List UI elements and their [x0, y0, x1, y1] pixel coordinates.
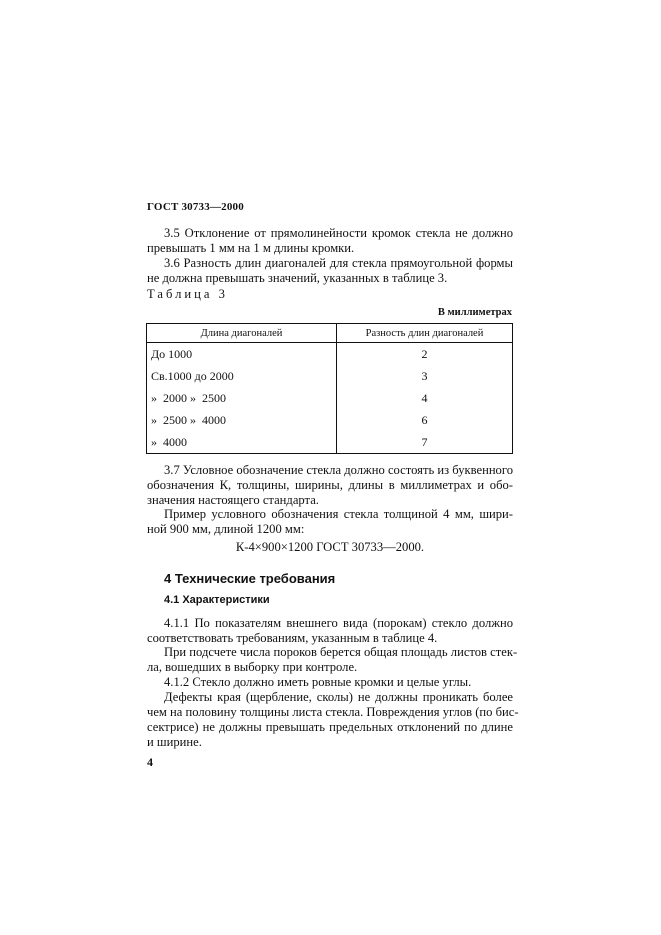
table-cell: 7	[337, 431, 513, 454]
table-cell: 2	[337, 343, 513, 366]
paragraph-4-1-2	[147, 675, 513, 690]
text-line: 3.7 Условное обозначение стекла должно состоять из буквенного	[164, 463, 513, 477]
section-heading: 4 Технические требования	[164, 571, 336, 586]
paragraph-3-6	[147, 256, 513, 286]
table-header-row	[147, 324, 513, 343]
text-line: чем на половину толщины листа стекла. Повреждения углов (по бис-	[147, 705, 519, 719]
example-paragraph	[147, 507, 513, 537]
text-line: и ширине.	[147, 735, 202, 749]
table-cell: » 4000	[147, 431, 337, 454]
text-line: превышать 1 мм на 1 м длины кромки.	[147, 241, 355, 255]
table-row	[147, 431, 513, 454]
text-line: не должна превышать значений, указанных в таблице 3.	[147, 271, 448, 285]
table-cell: Св.1000 до 2000	[147, 365, 337, 387]
text-line: значения настоящего стандарта.	[147, 493, 319, 507]
text-line: Пример условного обозначения стекла толщиной 4 мм, шири-	[164, 507, 513, 521]
document-header: ГОСТ 30733—2000	[147, 201, 244, 213]
text-line: ной 900 мм, длиной 1200 мм:	[147, 522, 305, 536]
column-header: Длина диагоналей	[147, 324, 337, 343]
designation-formula: К-4×900×1200 ГОСТ 30733—2000.	[235, 540, 425, 554]
table-cell: 4	[337, 387, 513, 409]
table-caption: Таблица 3	[147, 287, 228, 301]
table-cell: 3	[337, 365, 513, 387]
table-cell: » 2000 » 2500	[147, 387, 337, 409]
text-line: соответствовать требованиям, указанным в таблице 4.	[147, 631, 438, 645]
table-row	[147, 387, 513, 409]
text-line: 3.6 Разность длин диагоналей для стекла прямоугольной формы	[164, 256, 513, 270]
text-line: 3.5 Отклонение от прямолинейности кромок стекла не должно	[164, 226, 513, 240]
table-row	[147, 365, 513, 387]
subsection-heading: 4.1 Характеристики	[164, 594, 270, 606]
table-row	[147, 343, 513, 366]
text-line: 4.1.2 Стекло должно иметь ровные кромки и целые углы.	[164, 675, 472, 689]
defects-paragraph	[147, 645, 518, 675]
text-line: Дефекты края (щербление, сколы) не должны проникать более	[164, 690, 513, 704]
table-cell: 6	[337, 409, 513, 431]
paragraph-4-1-1	[147, 616, 513, 646]
table-units: В миллиметрах	[437, 307, 512, 318]
text-line: ла, вошедших в выборку при контроле.	[147, 660, 358, 674]
table-cell: » 2500 » 4000	[147, 409, 337, 431]
text-line: 4.1.1 По показателям внешнего вида (порокам) стекло должно	[164, 616, 513, 630]
diagonal-table	[146, 323, 513, 454]
paragraph-3-5	[147, 226, 513, 256]
page-number: 4	[147, 755, 153, 769]
table-row	[147, 409, 513, 431]
edge-defects-paragraph	[147, 690, 519, 750]
column-header: Разность длин диагоналей	[337, 324, 513, 343]
paragraph-3-7	[147, 463, 513, 508]
text-line: При подсчете числа пороков берется общая площадь листов стек-	[164, 645, 518, 659]
text-line: обозначения К, толщины, ширины, длины в миллиметрах и обо-	[147, 478, 513, 492]
text-line: сектрисе) не должны превышать предельных отклонений по длине	[147, 720, 513, 734]
table-cell: До 1000	[147, 343, 337, 366]
